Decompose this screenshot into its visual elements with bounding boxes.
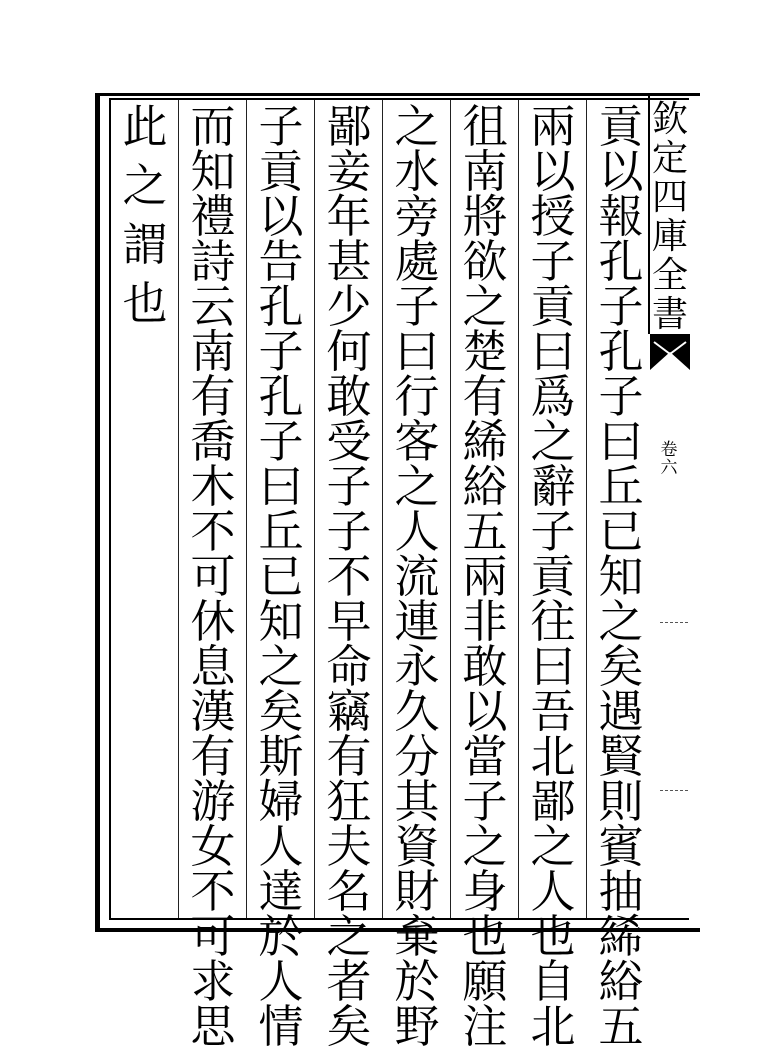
text-char: 而 bbox=[190, 100, 236, 153]
text-char: 絺 bbox=[462, 415, 508, 468]
text-char: 南 bbox=[462, 145, 508, 198]
text-char: 云 bbox=[190, 280, 236, 333]
text-char: 已 bbox=[258, 550, 304, 603]
text-char: 於 bbox=[258, 910, 304, 963]
column-rule bbox=[314, 100, 315, 918]
title-char: 定 bbox=[651, 137, 688, 179]
text-char: 永 bbox=[394, 640, 440, 693]
text-char: 其 bbox=[394, 775, 440, 828]
column-rule bbox=[178, 100, 179, 918]
text-char: 漢 bbox=[190, 685, 236, 738]
text-char: 願 bbox=[462, 955, 508, 1008]
text-char: 斯 bbox=[258, 730, 304, 783]
text-char: 不 bbox=[326, 550, 372, 603]
text-char: 鄙 bbox=[326, 100, 372, 153]
text-char: 子 bbox=[462, 775, 508, 828]
text-char: 綌 bbox=[598, 955, 644, 1008]
text-char: 矣 bbox=[326, 1000, 372, 1053]
text-char: 以 bbox=[258, 190, 304, 243]
text-char: 之 bbox=[122, 159, 168, 212]
text-char: 者 bbox=[326, 955, 372, 1008]
title-char: 欽 bbox=[651, 98, 688, 140]
text-char: 棄 bbox=[394, 910, 440, 963]
title-char: 庫 bbox=[651, 215, 688, 257]
text-char: 北 bbox=[530, 730, 576, 783]
text-char: 處 bbox=[394, 235, 440, 288]
text-char: 貢 bbox=[530, 550, 576, 603]
text-char: 已 bbox=[598, 505, 644, 558]
text-char: 不 bbox=[190, 865, 236, 918]
text-char: 楚 bbox=[462, 325, 508, 378]
text-char: 孔 bbox=[258, 370, 304, 423]
text-char: 貢 bbox=[530, 280, 576, 333]
text-char: 客 bbox=[394, 415, 440, 468]
text-char: 鄙 bbox=[530, 775, 576, 828]
text-char: 竊 bbox=[326, 685, 372, 738]
volume-char: 卷 bbox=[660, 440, 678, 460]
text-char: 也 bbox=[462, 910, 508, 963]
text-char: 於 bbox=[394, 955, 440, 1008]
text-char: 賓 bbox=[598, 820, 644, 873]
text-char: 則 bbox=[598, 775, 644, 828]
text-char: 曰 bbox=[530, 325, 576, 378]
text-column-1 bbox=[590, 100, 652, 1053]
text-char: 喬 bbox=[190, 415, 236, 468]
text-char: 兩 bbox=[462, 550, 508, 603]
book-title-banner bbox=[648, 96, 690, 334]
text-char: 分 bbox=[394, 730, 440, 783]
text-char: 命 bbox=[326, 640, 372, 693]
text-char: 知 bbox=[190, 145, 236, 198]
text-char: 孔 bbox=[598, 325, 644, 378]
text-char: 不 bbox=[190, 505, 236, 558]
text-char: 有 bbox=[190, 730, 236, 783]
text-char: 可 bbox=[190, 910, 236, 963]
text-char: 財 bbox=[394, 865, 440, 918]
title-char: 書 bbox=[651, 293, 688, 335]
text-char: 禮 bbox=[190, 190, 236, 243]
column-rule bbox=[586, 100, 587, 918]
text-char: 當 bbox=[462, 730, 508, 783]
text-char: 野 bbox=[394, 1000, 440, 1053]
text-char: 女 bbox=[190, 820, 236, 873]
text-char: 也 bbox=[122, 277, 168, 330]
text-column-2 bbox=[522, 100, 584, 1053]
text-char: 少 bbox=[326, 280, 372, 333]
text-char: 名 bbox=[326, 865, 372, 918]
text-char: 行 bbox=[394, 370, 440, 423]
text-char: 以 bbox=[598, 145, 644, 198]
text-char: 之 bbox=[258, 640, 304, 693]
text-char: 人 bbox=[258, 820, 304, 873]
text-column-6 bbox=[250, 100, 312, 1053]
text-char: 子 bbox=[258, 415, 304, 468]
text-char: 子 bbox=[258, 100, 304, 153]
text-char: 早 bbox=[326, 595, 372, 648]
text-char: 之 bbox=[598, 595, 644, 648]
text-char: 五 bbox=[598, 1000, 644, 1053]
text-char: 可 bbox=[190, 550, 236, 603]
text-char: 連 bbox=[394, 595, 440, 648]
text-char: 吾 bbox=[530, 685, 576, 738]
text-char: 息 bbox=[190, 640, 236, 693]
title-char: 四 bbox=[651, 176, 688, 218]
text-column-5 bbox=[318, 100, 380, 1053]
text-char: 有 bbox=[462, 370, 508, 423]
page-border-inner-left bbox=[109, 98, 111, 920]
text-char: 久 bbox=[394, 685, 440, 738]
margin-dash bbox=[660, 622, 688, 624]
text-column-8 bbox=[114, 100, 176, 916]
text-char: 五 bbox=[462, 505, 508, 558]
column-rule bbox=[382, 100, 383, 918]
text-char: 將 bbox=[462, 190, 508, 243]
text-char: 絺 bbox=[598, 910, 644, 963]
text-char: 之 bbox=[462, 280, 508, 333]
text-char: 游 bbox=[190, 775, 236, 828]
column-rule bbox=[450, 100, 451, 918]
text-char: 木 bbox=[190, 460, 236, 513]
text-char: 何 bbox=[326, 325, 372, 378]
text-char: 之 bbox=[394, 460, 440, 513]
text-char: 報 bbox=[598, 190, 644, 243]
text-char: 矣 bbox=[598, 640, 644, 693]
text-char: 休 bbox=[190, 595, 236, 648]
text-char: 之 bbox=[394, 100, 440, 153]
text-char: 妾 bbox=[326, 145, 372, 198]
text-char: 之 bbox=[462, 820, 508, 873]
text-char: 子 bbox=[326, 505, 372, 558]
text-char: 曰 bbox=[394, 325, 440, 378]
column-rule bbox=[246, 100, 247, 918]
text-char: 達 bbox=[258, 865, 304, 918]
text-char: 自 bbox=[530, 955, 576, 1008]
text-char: 也 bbox=[530, 910, 576, 963]
text-char: 貢 bbox=[598, 100, 644, 153]
text-char: 子 bbox=[258, 325, 304, 378]
text-char: 貢 bbox=[258, 145, 304, 198]
margin-dash bbox=[660, 790, 688, 792]
text-char: 以 bbox=[530, 145, 576, 198]
text-char: 子 bbox=[394, 280, 440, 333]
text-char: 兩 bbox=[530, 100, 576, 153]
text-char: 孔 bbox=[258, 280, 304, 333]
text-char: 謂 bbox=[122, 218, 168, 271]
text-char: 人 bbox=[530, 865, 576, 918]
text-char: 子 bbox=[598, 280, 644, 333]
text-char: 子 bbox=[598, 370, 644, 423]
text-char: 婦 bbox=[258, 775, 304, 828]
text-char: 子 bbox=[326, 460, 372, 513]
text-char: 遇 bbox=[598, 685, 644, 738]
text-char: 受 bbox=[326, 415, 372, 468]
text-char: 授 bbox=[530, 190, 576, 243]
text-char: 抽 bbox=[598, 865, 644, 918]
text-char: 綌 bbox=[462, 460, 508, 513]
text-char: 有 bbox=[190, 370, 236, 423]
text-char: 狂 bbox=[326, 775, 372, 828]
text-char: 詩 bbox=[190, 235, 236, 288]
text-char: 人 bbox=[258, 955, 304, 1008]
text-char: 敢 bbox=[462, 640, 508, 693]
text-char: 身 bbox=[462, 865, 508, 918]
border-corner-mark bbox=[95, 96, 100, 104]
volume-char: 六 bbox=[660, 457, 678, 478]
text-char: 徂 bbox=[462, 100, 508, 153]
text-char: 敢 bbox=[326, 370, 372, 423]
text-char: 流 bbox=[394, 550, 440, 603]
text-char: 孔 bbox=[598, 235, 644, 288]
text-char: 思 bbox=[190, 1000, 236, 1053]
text-char: 丘 bbox=[258, 505, 304, 558]
text-char: 南 bbox=[190, 325, 236, 378]
text-char: 矣 bbox=[258, 685, 304, 738]
text-char: 年 bbox=[326, 190, 372, 243]
text-char: 旁 bbox=[394, 190, 440, 243]
text-char: 夫 bbox=[326, 820, 372, 873]
text-char: 知 bbox=[258, 595, 304, 648]
text-char: 有 bbox=[326, 730, 372, 783]
text-char: 爲 bbox=[530, 370, 576, 423]
text-char: 甚 bbox=[326, 235, 372, 288]
text-char: 賢 bbox=[598, 730, 644, 783]
text-char: 告 bbox=[258, 235, 304, 288]
text-char: 曰 bbox=[530, 640, 576, 693]
text-char: 注 bbox=[462, 1000, 508, 1053]
text-char: 之 bbox=[530, 820, 576, 873]
text-column-7 bbox=[182, 100, 244, 1053]
text-char: 非 bbox=[462, 595, 508, 648]
text-char: 曰 bbox=[258, 460, 304, 513]
volume-label bbox=[654, 442, 684, 478]
text-char: 北 bbox=[530, 1000, 576, 1053]
text-char: 水 bbox=[394, 145, 440, 198]
title-char: 全 bbox=[651, 254, 688, 296]
text-char: 人 bbox=[394, 505, 440, 558]
text-column-4 bbox=[386, 100, 448, 1053]
text-char: 資 bbox=[394, 820, 440, 873]
text-char: 子 bbox=[530, 505, 576, 558]
text-char: 辭 bbox=[530, 460, 576, 513]
text-char: 之 bbox=[326, 910, 372, 963]
text-char: 往 bbox=[530, 595, 576, 648]
text-char: 知 bbox=[598, 550, 644, 603]
text-column-3 bbox=[454, 100, 516, 1053]
text-char: 欲 bbox=[462, 235, 508, 288]
text-char: 丘 bbox=[598, 460, 644, 513]
column-rule bbox=[518, 100, 519, 918]
text-char: 以 bbox=[462, 685, 508, 738]
text-char: 之 bbox=[530, 415, 576, 468]
fishtail-mark-icon bbox=[650, 332, 690, 372]
text-char: 曰 bbox=[598, 415, 644, 468]
text-char: 此 bbox=[122, 100, 168, 153]
text-char: 求 bbox=[190, 955, 236, 1008]
text-char: 子 bbox=[530, 235, 576, 288]
text-char: 情 bbox=[258, 1000, 304, 1053]
